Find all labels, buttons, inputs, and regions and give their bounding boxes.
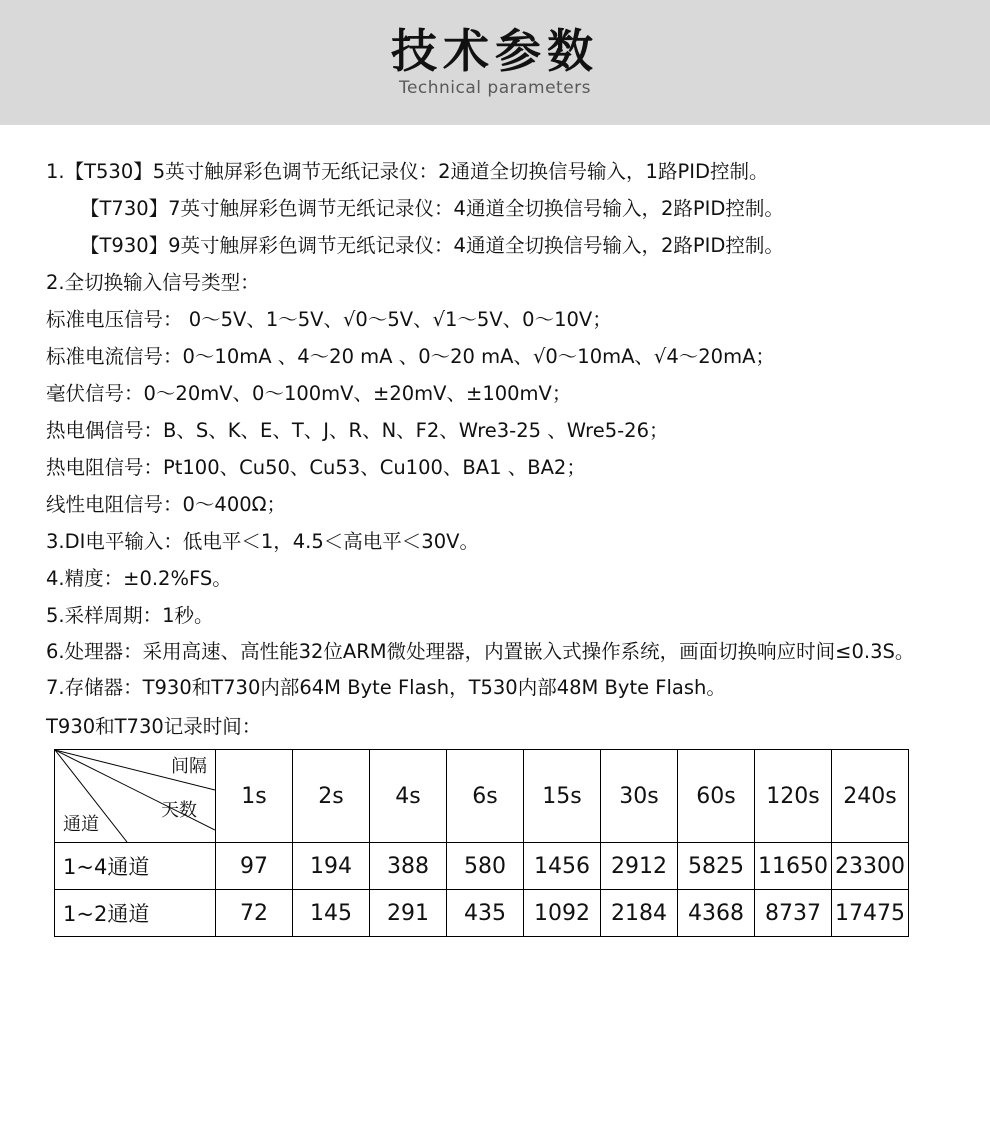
page-title: 技术参数 xyxy=(391,24,599,79)
table-caption: T930和T730记录时间： xyxy=(46,715,262,738)
spec-line-15: 7.存储器：T930和T730内部64M Byte Flash，T530内部48M Byte Flash。 xyxy=(46,676,726,699)
spec-line-6: 标准电流信号：0～10mA 、4～20 mA 、0～20 mA、√0～10mA、√4～20mA； xyxy=(46,345,775,368)
table-cell: 8737 xyxy=(755,890,832,937)
table-col-header: 60s xyxy=(678,750,755,843)
table-cell: 11650 xyxy=(755,843,832,890)
table-row-label: 1~4通道 xyxy=(55,843,216,890)
table-cell: 17475 xyxy=(832,890,909,937)
corner-label-days: 天数 xyxy=(161,800,197,821)
spec-line-11: 3.DI电平输入：低电平＜1，4.5＜高电平＜30V。 xyxy=(46,530,479,553)
table-col-header: 4s xyxy=(370,750,447,843)
table-cell: 194 xyxy=(293,843,370,890)
spec-line-8: 热电偶信号：B、S、K、E、T、J、R、N、F2、Wre3-25 、Wre5-26； xyxy=(46,419,669,442)
table-cell: 580 xyxy=(447,843,524,890)
spec-line-1: 1.【T530】5英寸触屏彩色调节无纸记录仪：2通道全切换信号输入，1路PID控制。 xyxy=(46,160,769,183)
table-cell: 388 xyxy=(370,843,447,890)
spec-line-5: 标准电压信号： 0～5V、1～5V、√0～5V、√1～5V、0～10V； xyxy=(46,308,612,331)
page-subtitle: Technical parameters xyxy=(398,77,592,98)
table-cell: 435 xyxy=(447,890,524,937)
spec-line-3: 【T930】9英寸触屏彩色调节无纸记录仪：4通道全切换信号输入，2路PID控制。 xyxy=(80,234,784,257)
spec-line-12: 4.精度：±0.2%FS。 xyxy=(46,567,232,590)
table-col-header: 1s xyxy=(216,750,293,843)
table-col-header: 2s xyxy=(293,750,370,843)
spec-line-2: 【T730】7英寸触屏彩色调节无纸记录仪：4通道全切换信号输入，2路PID控制。 xyxy=(80,197,784,220)
page-banner xyxy=(0,0,990,125)
corner-label-interval: 间隔 xyxy=(171,756,207,777)
table-col-header: 240s xyxy=(832,750,909,843)
table-col-header: 120s xyxy=(755,750,832,843)
table-cell: 4368 xyxy=(678,890,755,937)
table-col-header: 15s xyxy=(524,750,601,843)
table-row xyxy=(55,843,909,890)
table-row-label: 1~2通道 xyxy=(55,890,216,937)
table-cell: 2184 xyxy=(601,890,678,937)
table-cell: 5825 xyxy=(678,843,755,890)
spec-line-4: 2.全切换输入信号类型： xyxy=(46,271,260,294)
table-header-row xyxy=(55,750,909,843)
corner-label-channel: 通道 xyxy=(63,814,99,835)
table-cell: 2912 xyxy=(601,843,678,890)
spec-line-7: 毫伏信号：0～20mV、0～100mV、±20mV、±100mV； xyxy=(46,382,572,405)
table-cell: 291 xyxy=(370,890,447,937)
table-cell: 72 xyxy=(216,890,293,937)
spec-content xyxy=(0,125,990,937)
table-corner-cell xyxy=(55,750,216,843)
spec-line-10: 线性电阻信号：0～400Ω； xyxy=(46,493,287,516)
spec-line-14: 6.处理器：采用高速、高性能32位ARM微处理器，内置嵌入式操作系统，画面切换响应时间≤0.3S。 xyxy=(46,640,915,663)
table-cell: 1092 xyxy=(524,890,601,937)
table-cell: 1456 xyxy=(524,843,601,890)
table-row xyxy=(55,890,909,937)
spec-line-9: 热电阻信号：Pt100、Cu50、Cu53、Cu100、BA1 、BA2； xyxy=(46,456,586,479)
table-cell: 145 xyxy=(293,890,370,937)
spec-line-13: 5.采样周期：1秒。 xyxy=(46,604,214,627)
table-cell: 97 xyxy=(216,843,293,890)
table-cell: 23300 xyxy=(832,843,909,890)
table-col-header: 30s xyxy=(601,750,678,843)
table-col-header: 6s xyxy=(447,750,524,843)
record-time-table xyxy=(54,749,909,937)
